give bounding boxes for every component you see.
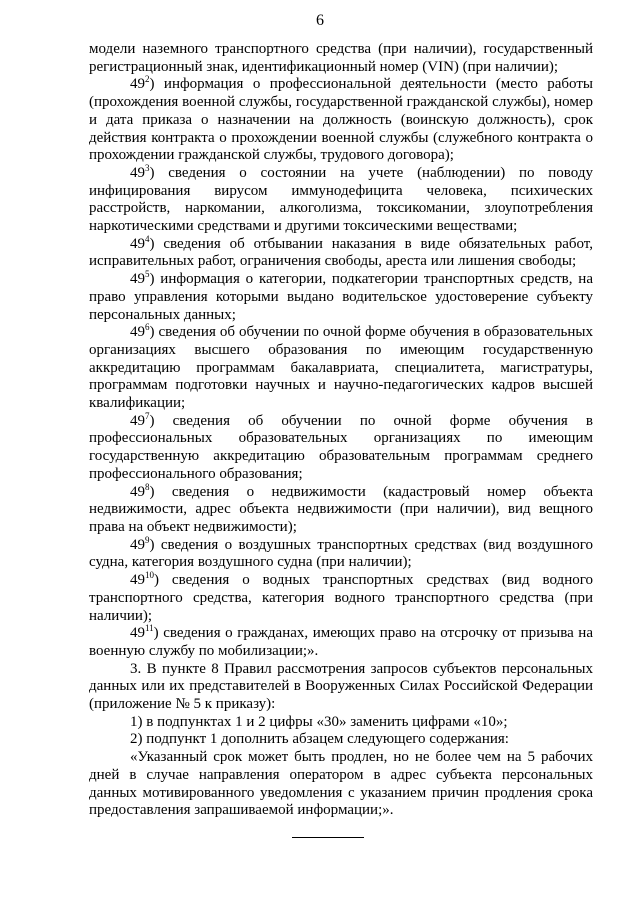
item-number: 49 [130, 76, 145, 93]
item-number: 49 [130, 572, 145, 589]
paragraph-text: 3. В пункте 8 Правил рассмотрения запросов субъектов персональных данных или их представителей в Вооруженных Силах Российской Федерации (приложение № 5 к приказу): [89, 660, 593, 713]
paragraph-text: 1) в подпунктах 1 и 2 цифры «30» заменить цифрами «10»; [130, 713, 508, 730]
document-body [89, 41, 593, 820]
paragraph [89, 731, 593, 749]
paragraph [89, 534, 593, 572]
paragraph-text: ) сведения о состоянии на учете (наблюдении) по поводу инфицирования вирусом иммунодефицита человека, психических расстройств, наркомании, алкоголизма, токсикомании, злоупотребления наркотическими средствами и другими токсическими веществами; [89, 164, 593, 235]
item-number: 49 [130, 235, 145, 252]
paragraph [89, 271, 593, 324]
paragraph-text: ) сведения о недвижимости (кадастровый номер объекта недвижимости, адрес объекта недвижимости (при наличии), вид вещного права на объект недвижимости); [89, 483, 593, 535]
item-superscript: 5 [145, 269, 150, 280]
paragraph-text: модели наземного транспортного средства (при наличии), государственный регистрационный знак, идентификационный номер (VIN) (при наличии); [89, 41, 593, 75]
paragraph-text: ) сведения об отбывании наказания в виде обязательных работ, исправительных работ, ограничения свободы, ареста или лишения свободы; [89, 235, 593, 270]
paragraph [89, 749, 593, 820]
item-superscript: 11 [145, 623, 154, 634]
item-superscript: 9 [145, 534, 150, 545]
item-superscript: 8 [145, 481, 150, 492]
item-superscript: 3 [145, 162, 150, 173]
item-number: 49 [130, 536, 145, 553]
item-number: 49 [130, 483, 145, 500]
paragraph [89, 410, 593, 484]
paragraph-text: «Указанный срок может быть продлен, но не более чем на 5 рабочих дней в случае направления оператором в адрес субъекта персональных данных мотивированного уведомления с указанием причин продления срока предоставления запрашиваемой информации;». [89, 749, 593, 819]
paragraph [89, 481, 593, 537]
paragraph [89, 625, 593, 660]
item-number: 49 [130, 625, 145, 642]
paragraph-text: ) сведения об обучении по очной форме обучения в образовательных организациях высшего образования по имеющим государственную аккредитацию программам бакалавриата, специалитета, магистратуры, программам подготовки научных и научно-педагогических кадров высшей квалификации; [89, 324, 593, 412]
paragraph [89, 714, 593, 732]
item-number: 49 [130, 271, 145, 288]
item-superscript: 2 [145, 74, 150, 85]
paragraph-text: ) информация о профессиональной деятельности (место работы (прохождения военной службы, государственной гражданской службы), номер и дата приказа о назначении на должность (воинскую должность), срок действия контракта о прохождении военной службы (служебного контракта о прохождении гражданской службы, трудового договора); [89, 76, 593, 164]
paragraph [89, 572, 593, 625]
paragraph-text: ) информация о категории, подкатегории транспортных средств, на право управления которыми выдано водительское удостоверение субъекту персональных данных; [89, 271, 593, 323]
item-number: 49 [130, 324, 145, 341]
closing-rule [292, 837, 364, 838]
paragraph [89, 324, 593, 413]
item-superscript: 10 [145, 570, 154, 581]
item-superscript: 4 [145, 233, 150, 244]
paragraph [89, 162, 593, 236]
paragraph [89, 76, 593, 165]
item-superscript: 7 [145, 410, 150, 421]
paragraph [89, 661, 593, 714]
paragraph-text: 2) подпункт 1 дополнить абзацем следующего содержания: [130, 731, 509, 748]
page-number: 6 [316, 12, 324, 29]
paragraph [89, 41, 593, 76]
paragraph-text: ) сведения о водных транспортных средствах (вид водного транспортного средства, категория водного транспортного средства (при наличии); [89, 572, 593, 624]
paragraph-text: ) сведения об обучении по очной форме обучения в профессиональных образовательных организациях по имеющим государственную аккредитацию образовательным программам среднего профессионального образования; [89, 412, 593, 482]
item-number: 49 [130, 164, 145, 181]
paragraph [89, 233, 593, 271]
item-number: 49 [130, 412, 145, 429]
paragraph-text: ) сведения о воздушных транспортных средствах (вид воздушного судна, категория воздушного судна (при наличии); [89, 536, 593, 571]
item-superscript: 6 [145, 322, 150, 333]
paragraph-text: ) сведения о гражданах, имеющих право на отсрочку от призыва на военную службу по мобилизации;». [89, 625, 593, 659]
